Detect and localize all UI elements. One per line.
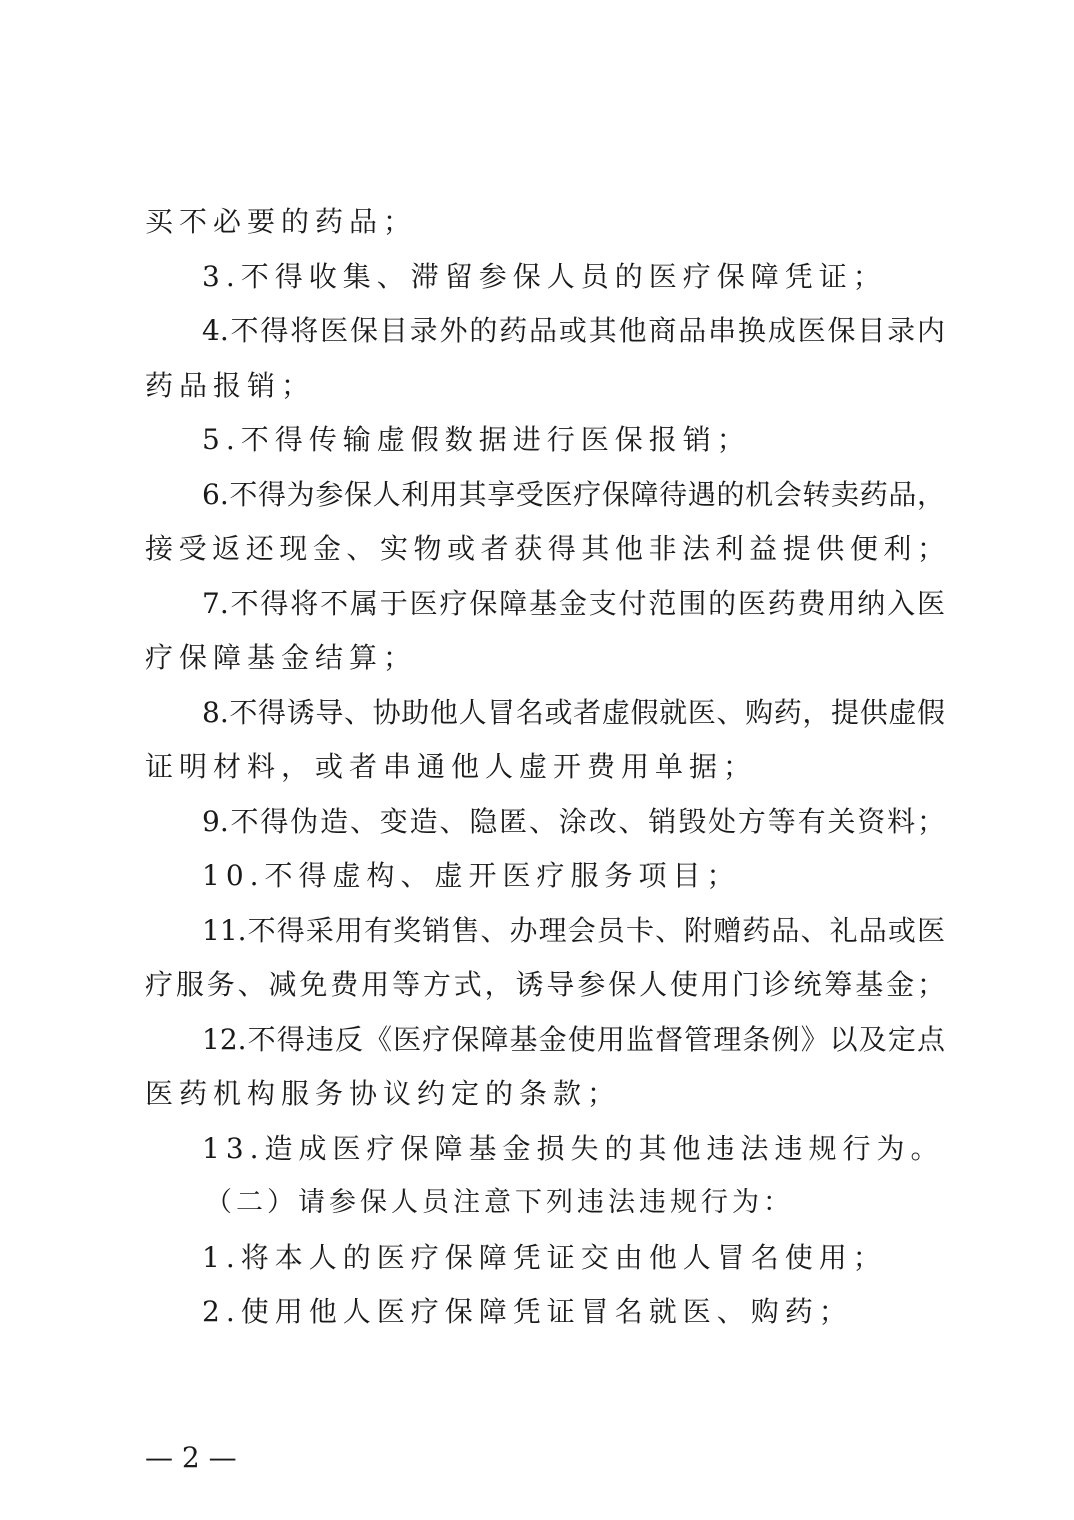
page-number: — 2 — (145, 1441, 237, 1474)
paragraph-line: 4.不得将医保目录外的药品或其他商品串换成医保目录内 (202, 314, 945, 347)
paragraph-line: 12.不得违反《医疗保障基金使用监督管理条例》以及定点 (202, 1022, 945, 1056)
paragraph-line: 买不必要的药品； (145, 205, 418, 238)
paragraph-line: 2.使用他人医疗保障凭证冒名就医、购药； (202, 1295, 853, 1328)
paragraph-line: 药品报销； (145, 368, 316, 402)
paragraph-line: 6.不得为参保人利用其享受医疗保障待遇的机会转卖药品， (202, 477, 945, 511)
paragraph-line: 8.不得诱导、协助他人冒名或者虚假就医、购药，提供虚假 (202, 695, 945, 729)
paragraph-line: 3.不得收集、滞留参保人员的医疗保障凭证； (202, 259, 887, 293)
paragraph-line: 5.不得传输虚假数据进行医保报销； (202, 423, 751, 456)
paragraph-line: 7.不得将不属于医疗保障基金支付范围的医药费用纳入医 (202, 586, 945, 620)
paragraph-line: 证明材料，或者串通他人虚开费用单据； (145, 750, 758, 783)
paragraph-line: 疗服务、减免费用等方式，诱导参保人使用门诊统筹基金； (145, 968, 945, 1001)
paragraph-line: 疗保障基金结算； (145, 641, 418, 674)
body-text (145, 195, 945, 1340)
section-heading: （二）请参保人员注意下列违法违规行为： (205, 1187, 794, 1218)
paragraph-line: 接受返还现金、实物或者获得其他非法利益提供便利； (145, 532, 945, 565)
paragraph-line: 13.造成医疗保障基金损失的其他违法违规行为。 (202, 1131, 945, 1165)
paragraph-line: 1.将本人的医疗保障凭证交由他人冒名使用； (202, 1240, 887, 1274)
paragraph-line: 医药机构服务协议约定的条款； (145, 1077, 622, 1110)
paragraph-line: 10.不得虚构、虚开医疗服务项目； (202, 859, 741, 892)
paragraph-line: 11.不得采用有奖销售、办理会员卡、附赠药品、礼品或医 (202, 913, 945, 947)
paragraph-line: 9.不得伪造、变造、隐匿、涂改、销毁处方等有关资料； (202, 804, 945, 838)
